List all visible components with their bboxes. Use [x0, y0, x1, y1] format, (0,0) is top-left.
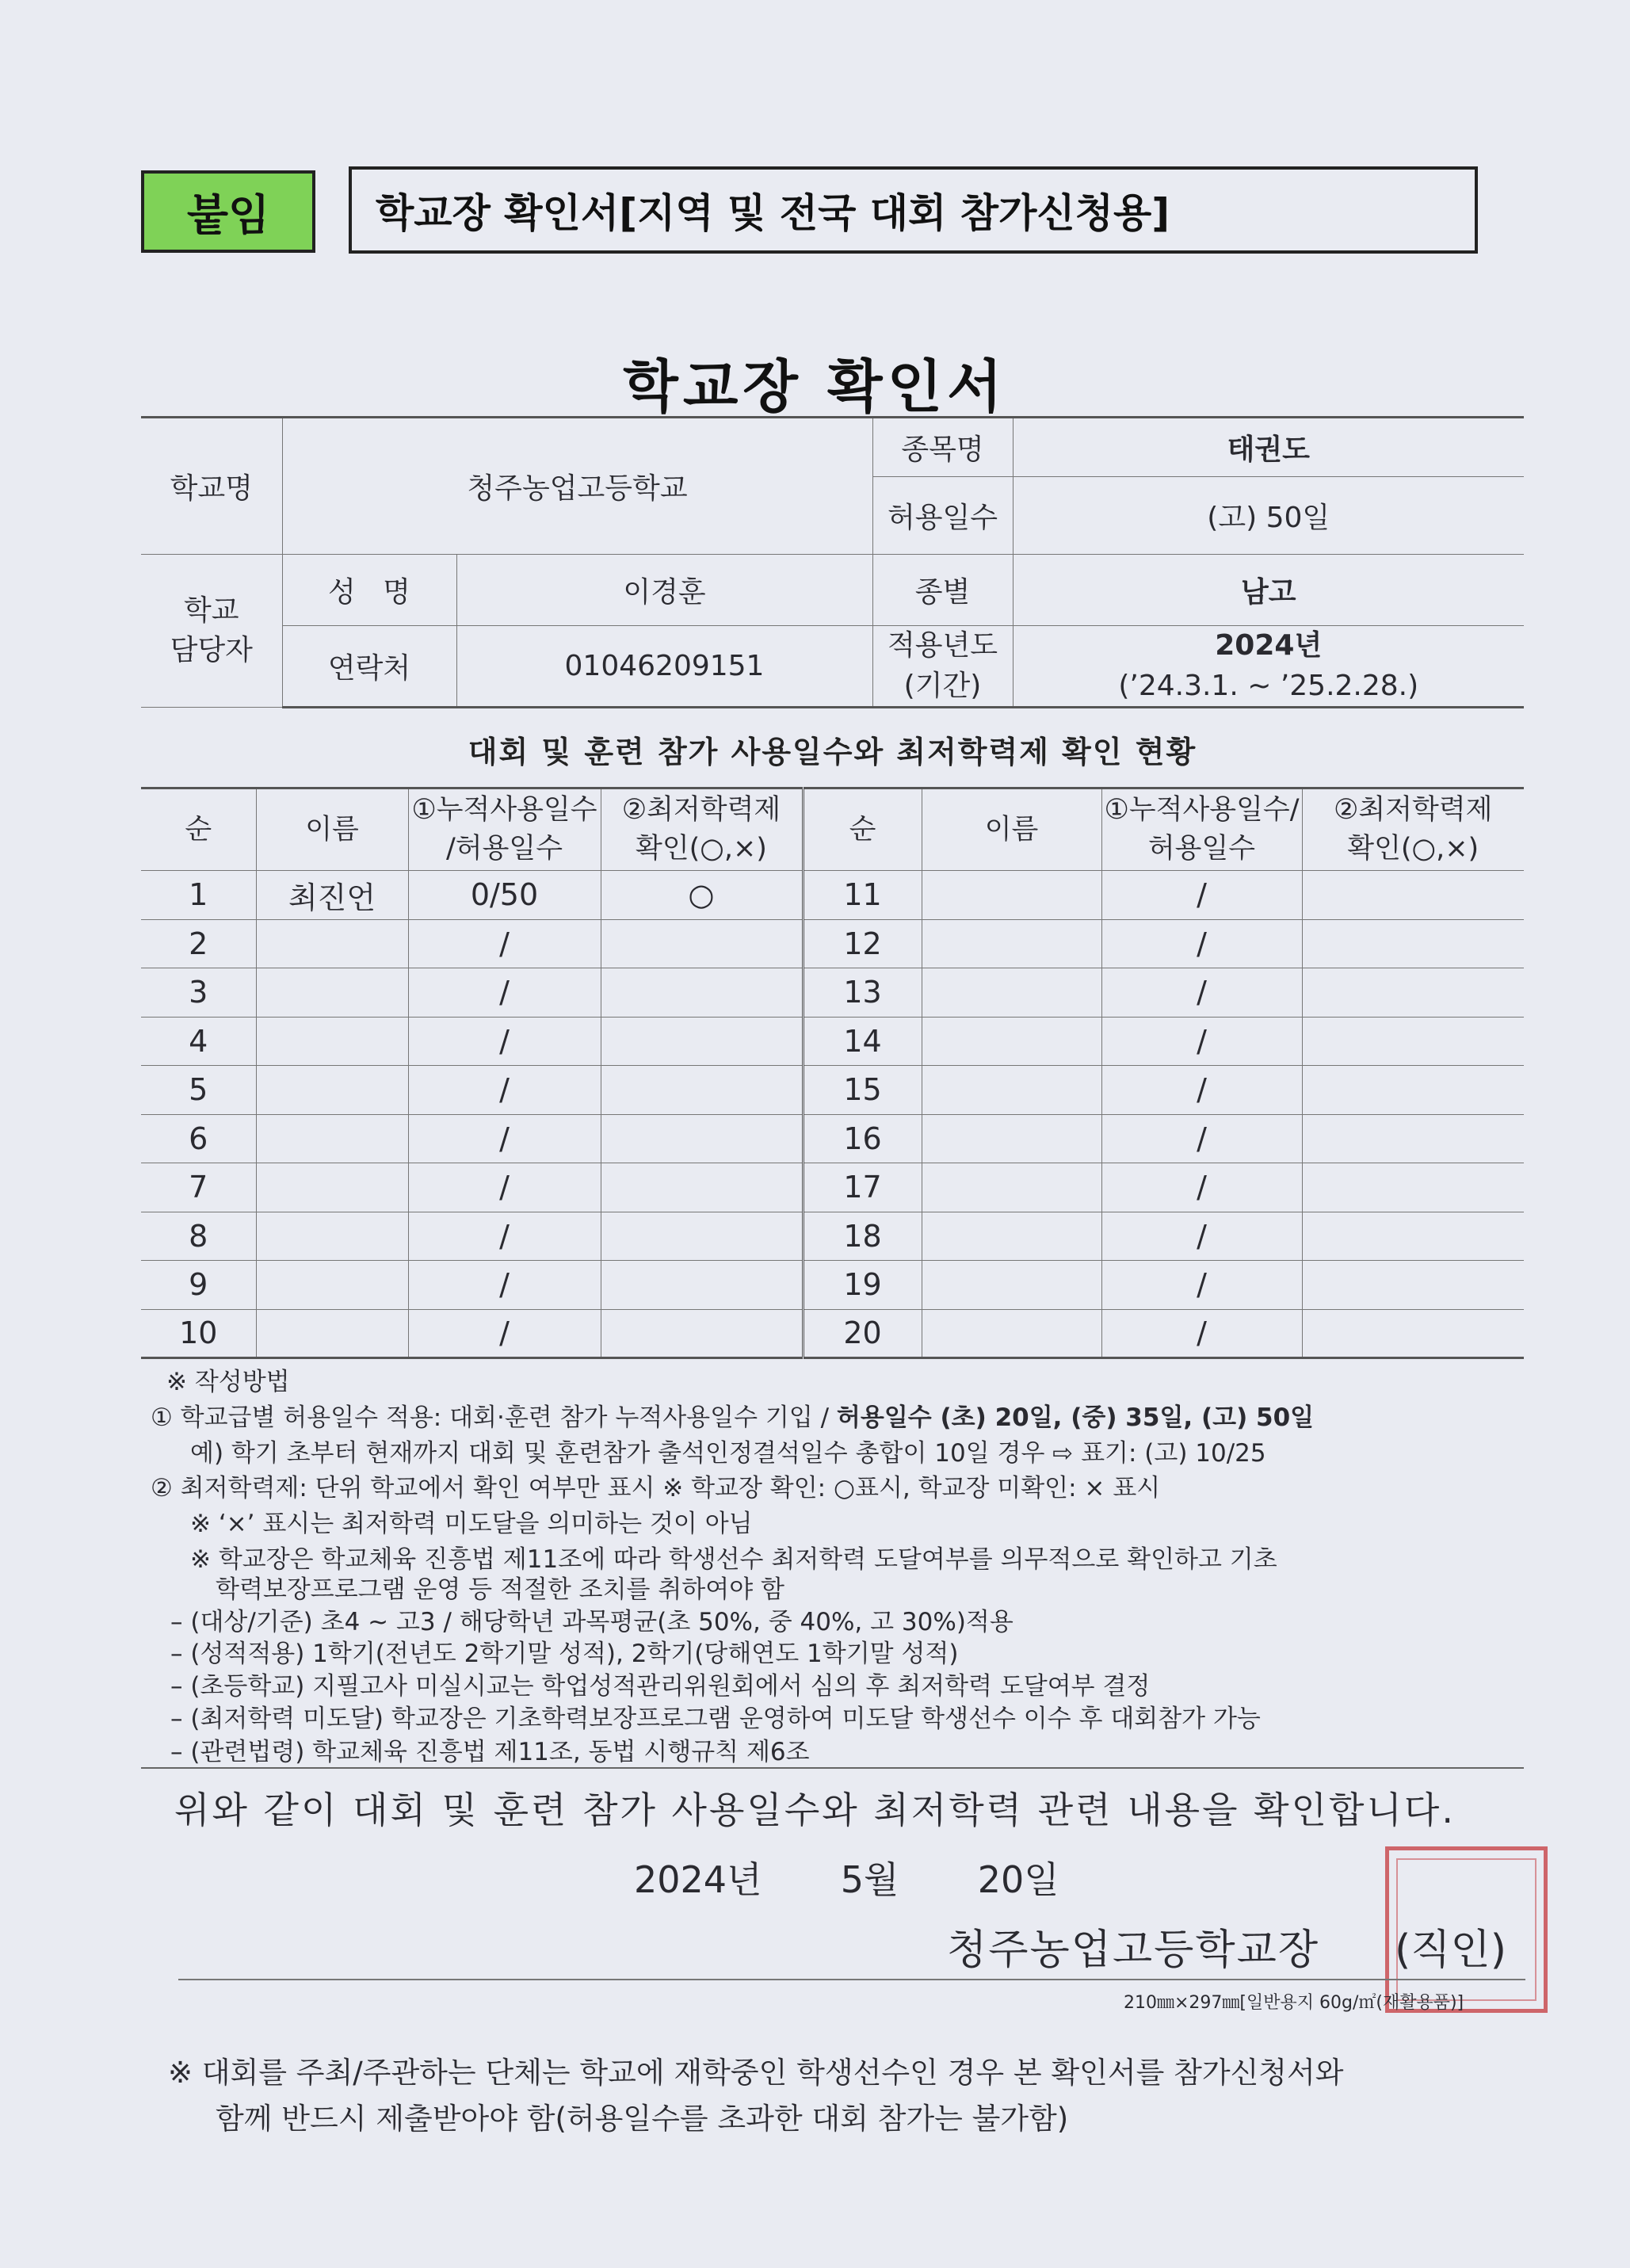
paper-spec: 210㎜×297㎜[일반용지 60g/㎡(재활용품)] [1124, 1993, 1464, 2013]
confirmation-sentence: 위와 같이 대회 및 훈련 참가 사용일수와 최저학력 관련 내용을 확인합니다. [174, 1789, 1456, 1831]
table-row [141, 871, 1524, 920]
header-academic-line-1: ②최저학력제 [621, 794, 781, 826]
attachment-tag: 붙임 [141, 170, 315, 253]
row-num-right: 20 [803, 1309, 922, 1358]
row-days: / [408, 1163, 601, 1212]
row-days-right: / [1101, 1017, 1302, 1066]
row-days-right: / [1101, 1309, 1302, 1358]
document-title: 학교장 확인서 [623, 353, 1007, 420]
roster-subtitle: 대회 및 훈련 참가 사용일수와 최저학력제 확인 현황 [468, 735, 1197, 769]
bottom-note-line-1: ※ 대회를 주최/주관하는 단체는 학교에 재학중인 학생선수인 경우 본 확인서를 참가신청서와 [168, 2056, 1344, 2090]
year-label-line-1: 적용년도 [887, 629, 998, 662]
school-label: 학교명 [141, 418, 282, 555]
bottom-note-line-2: 함께 반드시 제출받아야 함(허용일수를 초과한 대회 참가는 불가함) [216, 2102, 1069, 2136]
year-period: (’24.3.1. ~ ’25.2.28.) [1118, 669, 1419, 702]
name-label: 성 명 [282, 555, 456, 626]
allowed-days-label: 허용일수 [872, 477, 1013, 555]
event-value: 태권도 [1013, 418, 1524, 477]
detail-5: – (관련법령) 학교체육 진흥법 제11조, 동법 시행규칙 제6조 [170, 1738, 810, 1766]
row-num-right: 13 [803, 968, 922, 1018]
header-num: 순 [141, 788, 256, 871]
header-academic-line-2: 확인(○,×) [636, 833, 767, 865]
year-label-line-2: (기간) [903, 669, 982, 702]
row-check-right [1302, 1114, 1524, 1163]
row-check [601, 1066, 803, 1115]
date-month: 5월 [840, 1858, 899, 1901]
row-check [601, 1261, 803, 1310]
row-days: / [408, 1114, 601, 1163]
row-days-right: / [1101, 1066, 1302, 1115]
row-days-right: / [1101, 968, 1302, 1018]
row-num: 10 [141, 1309, 256, 1358]
row-days-right: / [1101, 1261, 1302, 1310]
detail-1: – (대상/기준) 초4 ~ 고3 / 해당학년 과목평균(초 50%, 중 40%, 고 30%)적용 [170, 1608, 1014, 1636]
detail-3: – (초등학교) 지필고사 미실시교는 학업성적관리위원회에서 심의 후 최저학력 도달여부 결정 [170, 1672, 1151, 1701]
table-row [141, 1309, 1524, 1358]
year-value [1013, 626, 1524, 708]
row-num-right: 16 [803, 1114, 922, 1163]
signature-rule [178, 1979, 1525, 1980]
note-1-example: 예) 학기 초부터 현재까지 대회 및 훈련참가 출석인정결석일수 총합이 10일 경우 ⇨ 표기: (고) 10/25 [190, 1439, 1266, 1468]
header-academic-right [1302, 788, 1524, 871]
roster-table [141, 787, 1524, 1359]
row-name-right [922, 1261, 1101, 1310]
row-name [256, 1114, 408, 1163]
row-days: / [408, 968, 601, 1018]
row-num: 2 [141, 919, 256, 968]
row-check [601, 1163, 803, 1212]
row-num: 1 [141, 871, 256, 920]
row-check-right [1302, 1261, 1524, 1310]
confirmation-date [634, 1851, 1059, 1903]
principal-name: 청주농업고등학교장 [947, 1926, 1320, 1974]
table-row [141, 1114, 1524, 1163]
row-num-right: 15 [803, 1066, 922, 1115]
table-row [141, 1066, 1524, 1115]
row-name [256, 1017, 408, 1066]
row-check-right [1302, 1066, 1524, 1115]
row-name-right [922, 919, 1101, 968]
notes-heading: ※ 작성방법 [166, 1368, 290, 1396]
row-days-right: / [1101, 1114, 1302, 1163]
row-num: 3 [141, 968, 256, 1018]
row-name [256, 919, 408, 968]
roster-header-row [141, 788, 1524, 871]
table-row [141, 1212, 1524, 1261]
header-days-right-line-1: ①누적사용일수/ [1104, 794, 1300, 826]
contact-label: 연락처 [282, 626, 456, 708]
table-row [141, 1261, 1524, 1310]
row-days: / [408, 1066, 601, 1115]
row-name [256, 1261, 408, 1310]
header-academic [601, 788, 803, 871]
row-check-right [1302, 919, 1524, 968]
row-name [256, 1163, 408, 1212]
header-name: 이름 [256, 788, 408, 871]
row-days: / [408, 919, 601, 968]
row-num-right: 17 [803, 1163, 922, 1212]
header-title-box: 학교장 확인서[지역 및 전국 대회 참가신청용] [349, 166, 1478, 254]
contact-value: 01046209151 [456, 626, 872, 708]
header-days [408, 788, 601, 871]
note-1 [151, 1397, 1314, 1433]
row-days-right: / [1101, 919, 1302, 968]
row-name [256, 1309, 408, 1358]
row-check [601, 1309, 803, 1358]
table-row [141, 1017, 1524, 1066]
row-check [601, 1212, 803, 1261]
row-name-right [922, 1114, 1101, 1163]
note-2-b: ※ 학교장은 학교체육 진흥법 제11조에 따라 학생선수 최저학력 도달여부를 의무적으로 확인하고 기초 [190, 1545, 1277, 1574]
note-1-text: ① 학교급별 허용일수 적용: 대회·훈련 참가 누적사용일수 기입 / [151, 1403, 837, 1432]
row-check [601, 919, 803, 968]
category-label: 종별 [872, 555, 1013, 626]
note-1-bold: 허용일수 (초) 20일, (중) 35일, (고) 50일 [836, 1403, 1315, 1432]
seal-label: (직인) [1395, 1926, 1507, 1974]
row-days: / [408, 1212, 601, 1261]
row-num-right: 11 [803, 871, 922, 920]
row-days-right: / [1101, 1163, 1302, 1212]
allowed-days-value: (고) 50일 [1013, 477, 1524, 555]
row-num-right: 14 [803, 1017, 922, 1066]
row-days-right: / [1101, 871, 1302, 920]
row-name [256, 1212, 408, 1261]
row-name: 최진언 [256, 871, 408, 920]
note-2-b-cont: 학력보장프로그램 운영 등 적절한 조치를 취하여야 함 [216, 1575, 784, 1604]
row-num: 6 [141, 1114, 256, 1163]
header-days-line-2: /허용일수 [445, 833, 563, 865]
header-days-right-line-2: 허용일수 [1147, 833, 1256, 865]
year-label [872, 626, 1013, 708]
note-2: ② 최저학력제: 단위 학교에서 확인 여부만 표시 ※ 학교장 확인: ○표시, 학교장 미확인: × 표시 [151, 1474, 1161, 1502]
name-value: 이경훈 [456, 555, 872, 626]
detail-2: – (성적적용) 1학기(전년도 2학기말 성적), 2학기(당해연도 1학기말 성적) [170, 1640, 959, 1668]
row-days-right: / [1101, 1212, 1302, 1261]
row-num-right: 19 [803, 1261, 922, 1310]
row-num: 5 [141, 1066, 256, 1115]
event-label: 종목명 [872, 418, 1013, 477]
table-row [141, 919, 1524, 968]
row-check: ○ [601, 871, 803, 920]
row-days: / [408, 1309, 601, 1358]
category-value: 남고 [1013, 555, 1524, 626]
detail-4: – (최저학력 미도달) 학교장은 기초학력보장프로그램 운영하여 미도달 학생선수 이수 후 대회참가 가능 [170, 1705, 1261, 1733]
row-num-right: 18 [803, 1212, 922, 1261]
notes-divider [141, 1767, 1524, 1769]
date-year: 2024년 [634, 1858, 762, 1901]
manager-label [141, 555, 282, 708]
header-days-line-1: ①누적사용일수 [411, 794, 597, 826]
row-check-right [1302, 968, 1524, 1018]
row-name-right [922, 1163, 1101, 1212]
year-value-line-1: 2024년 [1215, 629, 1323, 662]
row-num: 4 [141, 1017, 256, 1066]
row-name [256, 968, 408, 1018]
roster-body [141, 788, 1524, 1358]
school-value: 청주농업고등학교 [282, 418, 872, 555]
row-days: / [408, 1017, 601, 1066]
row-name-right [922, 968, 1101, 1018]
header-name-right: 이름 [922, 788, 1101, 871]
row-name-right [922, 1017, 1101, 1066]
row-num-right: 12 [803, 919, 922, 968]
header-academic-right-line-1: ②최저학력제 [1334, 794, 1493, 826]
manager-label-line-1: 학교 [183, 594, 239, 627]
date-day: 20일 [977, 1858, 1059, 1901]
header-num-right: 순 [803, 788, 922, 871]
table-row [141, 1163, 1524, 1212]
row-check [601, 1114, 803, 1163]
row-check-right [1302, 1309, 1524, 1358]
note-2-a: ※ ‘×’ 표시는 최저학력 미도달을 의미하는 것이 아님 [190, 1510, 753, 1538]
manager-label-line-2: 담당자 [170, 634, 253, 666]
row-name-right [922, 1066, 1101, 1115]
row-num: 9 [141, 1261, 256, 1310]
row-check [601, 1017, 803, 1066]
row-check-right [1302, 1212, 1524, 1261]
row-num: 8 [141, 1212, 256, 1261]
info-table [141, 416, 1524, 708]
row-name-right [922, 871, 1101, 920]
row-days: / [408, 1261, 601, 1310]
row-check-right [1302, 1163, 1524, 1212]
row-check [601, 968, 803, 1018]
header-days-right [1101, 788, 1302, 871]
row-name-right [922, 1309, 1101, 1358]
header-academic-right-line-2: 확인(○,×) [1347, 833, 1479, 865]
row-name-right [922, 1212, 1101, 1261]
row-num: 7 [141, 1163, 256, 1212]
row-name [256, 1066, 408, 1115]
row-days: 0/50 [408, 871, 601, 920]
row-check-right [1302, 1017, 1524, 1066]
table-row [141, 968, 1524, 1018]
row-check-right [1302, 871, 1524, 920]
